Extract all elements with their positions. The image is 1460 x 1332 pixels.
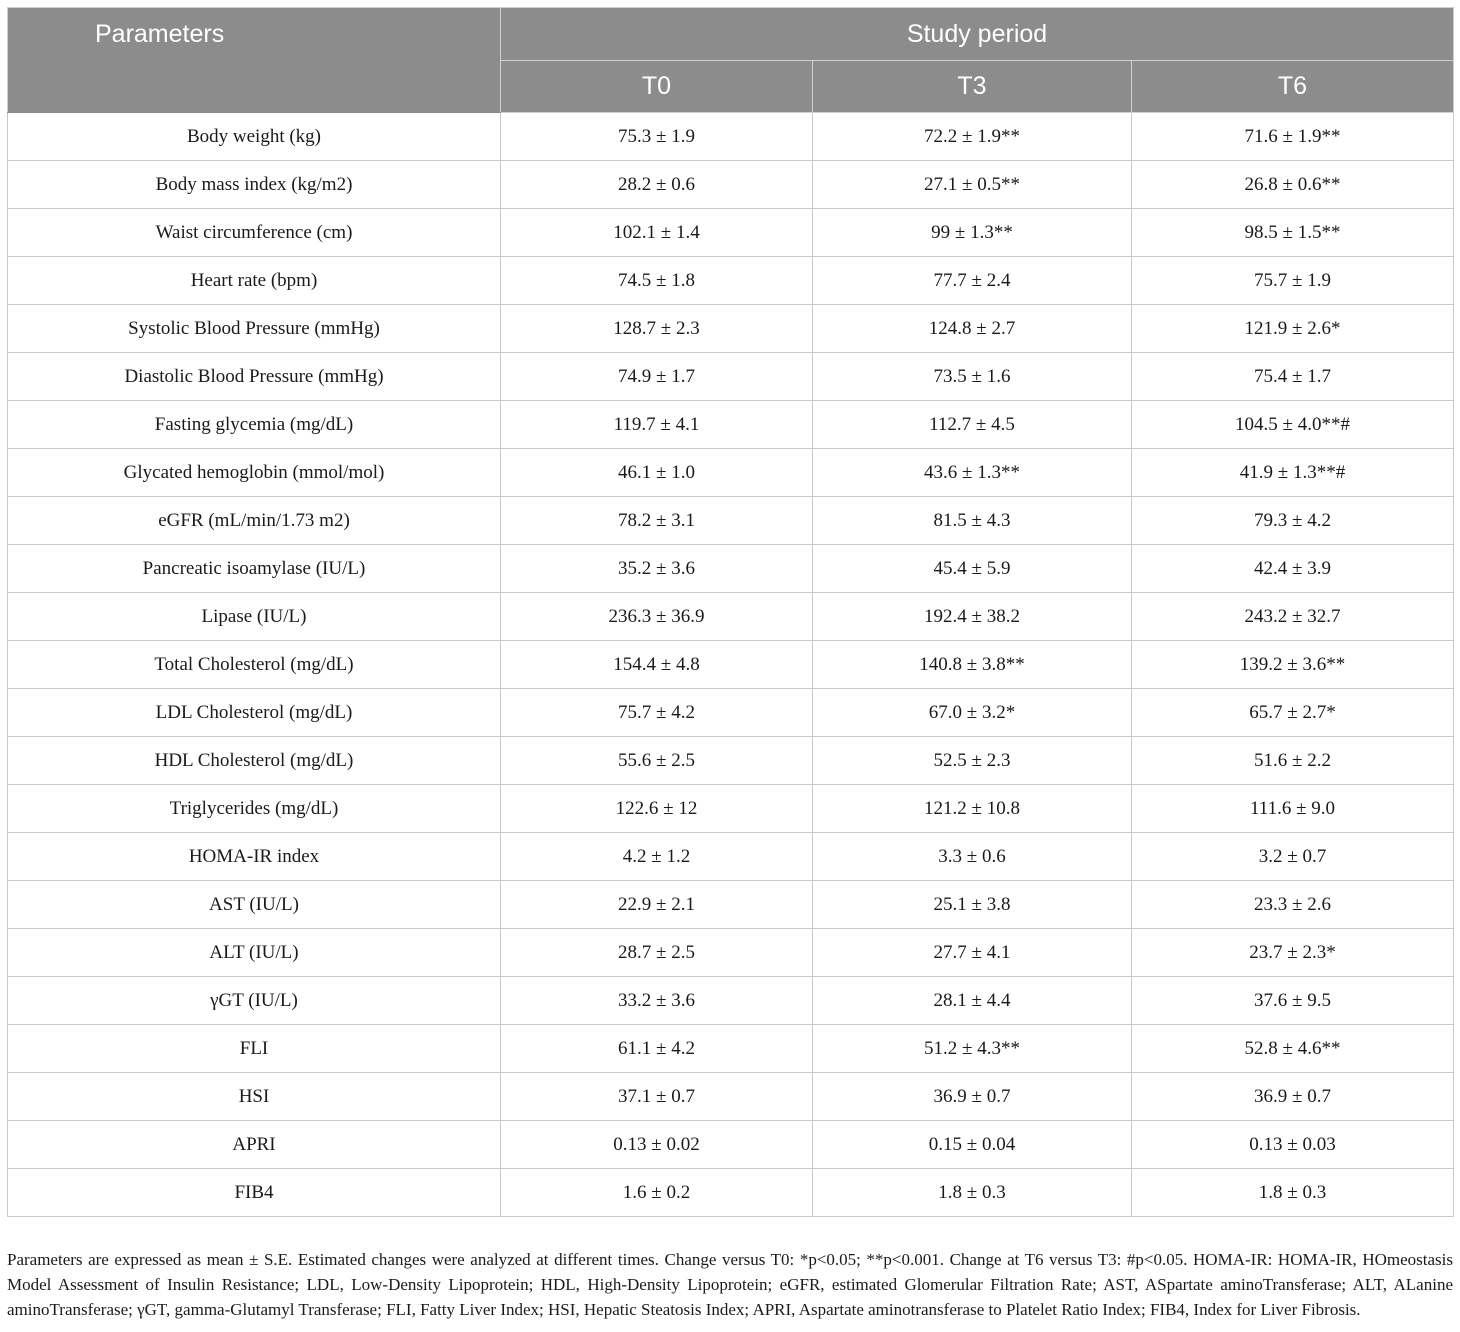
table-row: [8, 449, 1454, 497]
t0-cell: 46.1 ± 1.0: [501, 449, 813, 497]
table-row: [8, 833, 1454, 881]
t3-cell: 72.2 ± 1.9**: [813, 113, 1132, 161]
column-header-t0: T0: [501, 61, 813, 113]
column-header-t3: T3: [813, 61, 1132, 113]
t6-cell: 71.6 ± 1.9**: [1132, 113, 1454, 161]
t0-cell: 122.6 ± 12: [501, 785, 813, 833]
t3-cell: 36.9 ± 0.7: [813, 1073, 1132, 1121]
t3-cell: 77.7 ± 2.4: [813, 257, 1132, 305]
study-period-header: Study period: [501, 8, 1454, 61]
t6-cell: 98.5 ± 1.5**: [1132, 209, 1454, 257]
t0-cell: 28.7 ± 2.5: [501, 929, 813, 977]
t3-cell: 43.6 ± 1.3**: [813, 449, 1132, 497]
table-row: [8, 1073, 1454, 1121]
table-row: [8, 641, 1454, 689]
table-row: [8, 593, 1454, 641]
table-row: [8, 929, 1454, 977]
parameter-cell: APRI: [8, 1121, 501, 1169]
t0-cell: 102.1 ± 1.4: [501, 209, 813, 257]
t0-cell: 1.6 ± 0.2: [501, 1169, 813, 1217]
parameter-cell: Glycated hemoglobin (mmol/mol): [8, 449, 501, 497]
t0-cell: 119.7 ± 4.1: [501, 401, 813, 449]
t6-cell: 139.2 ± 3.6**: [1132, 641, 1454, 689]
t0-cell: 4.2 ± 1.2: [501, 833, 813, 881]
t6-cell: 26.8 ± 0.6**: [1132, 161, 1454, 209]
t0-cell: 78.2 ± 3.1: [501, 497, 813, 545]
t6-cell: 3.2 ± 0.7: [1132, 833, 1454, 881]
t0-cell: 154.4 ± 4.8: [501, 641, 813, 689]
t3-cell: 124.8 ± 2.7: [813, 305, 1132, 353]
t0-cell: 75.3 ± 1.9: [501, 113, 813, 161]
t6-cell: 0.13 ± 0.03: [1132, 1121, 1454, 1169]
t6-cell: 79.3 ± 4.2: [1132, 497, 1454, 545]
parameter-cell: γGT (IU/L): [8, 977, 501, 1025]
t6-cell: 111.6 ± 9.0: [1132, 785, 1454, 833]
column-header-t6: T6: [1132, 61, 1454, 113]
table-row: [8, 1169, 1454, 1217]
parameter-cell: Lipase (IU/L): [8, 593, 501, 641]
t3-cell: 99 ± 1.3**: [813, 209, 1132, 257]
study-table-container: [7, 7, 1453, 1217]
t6-cell: 36.9 ± 0.7: [1132, 1073, 1454, 1121]
t0-cell: 74.9 ± 1.7: [501, 353, 813, 401]
t0-cell: 22.9 ± 2.1: [501, 881, 813, 929]
parameter-cell: Heart rate (bpm): [8, 257, 501, 305]
t3-cell: 67.0 ± 3.2*: [813, 689, 1132, 737]
parameter-cell: Pancreatic isoamylase (IU/L): [8, 545, 501, 593]
t0-cell: 37.1 ± 0.7: [501, 1073, 813, 1121]
t0-cell: 33.2 ± 3.6: [501, 977, 813, 1025]
t3-cell: 27.7 ± 4.1: [813, 929, 1132, 977]
t0-cell: 74.5 ± 1.8: [501, 257, 813, 305]
t6-cell: 37.6 ± 9.5: [1132, 977, 1454, 1025]
t6-cell: 23.3 ± 2.6: [1132, 881, 1454, 929]
table-footnote: Parameters are expressed as mean ± S.E. Estimated changes were analyzed at different times. Change versus T0: *p<0.05; **p<0.001. Change at T6 versus T3: #p<0.05. HOMA-IR: HOMA-IR, HOmeostasis Model Assessment of Insulin Resistance; LDL, Low-Density Lipoprotein; HDL, High-Density Lipoprotein; eGFR, estimated Glomerular Filtration Rate; AST, ASpartate aminoTransferase; ALT, ALanine aminoTransferase; γGT, gamma-Glutamyl Transferase; FLI, Fatty Liver Index; HSI, Hepatic Steatosis Index; APRI, Aspartate aminotransferase to Platelet Ratio Index; FIB4, Index for Liver Fibrosis.: [7, 1250, 1453, 1319]
t3-cell: 45.4 ± 5.9: [813, 545, 1132, 593]
parameter-cell: ALT (IU/L): [8, 929, 501, 977]
table-row: [8, 353, 1454, 401]
t3-cell: 121.2 ± 10.8: [813, 785, 1132, 833]
table-row: [8, 689, 1454, 737]
t6-cell: 75.7 ± 1.9: [1132, 257, 1454, 305]
table-row: [8, 401, 1454, 449]
t6-cell: 75.4 ± 1.7: [1132, 353, 1454, 401]
t6-cell: 41.9 ± 1.3**#: [1132, 449, 1454, 497]
t3-cell: 112.7 ± 4.5: [813, 401, 1132, 449]
study-period-table: [7, 7, 1454, 1217]
t0-cell: 75.7 ± 4.2: [501, 689, 813, 737]
t3-cell: 192.4 ± 38.2: [813, 593, 1132, 641]
t0-cell: 61.1 ± 4.2: [501, 1025, 813, 1073]
table-row: [8, 497, 1454, 545]
t3-cell: 0.15 ± 0.04: [813, 1121, 1132, 1169]
t0-cell: 35.2 ± 3.6: [501, 545, 813, 593]
t3-cell: 1.8 ± 0.3: [813, 1169, 1132, 1217]
table-row: [8, 209, 1454, 257]
t6-cell: 104.5 ± 4.0**#: [1132, 401, 1454, 449]
parameters-header: Parameters: [8, 8, 501, 113]
table-row: [8, 1121, 1454, 1169]
parameter-cell: Body mass index (kg/m2): [8, 161, 501, 209]
parameter-cell: Waist circumference (cm): [8, 209, 501, 257]
t3-cell: 3.3 ± 0.6: [813, 833, 1132, 881]
t0-cell: 236.3 ± 36.9: [501, 593, 813, 641]
parameter-cell: AST (IU/L): [8, 881, 501, 929]
t3-cell: 27.1 ± 0.5**: [813, 161, 1132, 209]
table-row: [8, 545, 1454, 593]
parameter-cell: HOMA-IR index: [8, 833, 501, 881]
t3-cell: 73.5 ± 1.6: [813, 353, 1132, 401]
t6-cell: 243.2 ± 32.7: [1132, 593, 1454, 641]
t0-cell: 0.13 ± 0.02: [501, 1121, 813, 1169]
t0-cell: 28.2 ± 0.6: [501, 161, 813, 209]
t3-cell: 51.2 ± 4.3**: [813, 1025, 1132, 1073]
parameter-cell: LDL Cholesterol (mg/dL): [8, 689, 501, 737]
table-row: [8, 161, 1454, 209]
parameter-cell: eGFR (mL/min/1.73 m2): [8, 497, 501, 545]
t6-cell: 1.8 ± 0.3: [1132, 1169, 1454, 1217]
parameter-cell: Triglycerides (mg/dL): [8, 785, 501, 833]
table-row: [8, 305, 1454, 353]
parameter-cell: Diastolic Blood Pressure (mmHg): [8, 353, 501, 401]
t3-cell: 140.8 ± 3.8**: [813, 641, 1132, 689]
table-header: [8, 8, 1454, 113]
t0-cell: 128.7 ± 2.3: [501, 305, 813, 353]
parameter-cell: FIB4: [8, 1169, 501, 1217]
table-row: [8, 257, 1454, 305]
table-body: [8, 113, 1454, 1217]
parameter-cell: HSI: [8, 1073, 501, 1121]
parameter-cell: HDL Cholesterol (mg/dL): [8, 737, 501, 785]
table-row: [8, 1025, 1454, 1073]
table-row: [8, 113, 1454, 161]
table-row: [8, 737, 1454, 785]
parameter-cell: FLI: [8, 1025, 501, 1073]
table-row: [8, 881, 1454, 929]
table-row: [8, 785, 1454, 833]
t3-cell: 81.5 ± 4.3: [813, 497, 1132, 545]
t6-cell: 65.7 ± 2.7*: [1132, 689, 1454, 737]
t6-cell: 42.4 ± 3.9: [1132, 545, 1454, 593]
t3-cell: 52.5 ± 2.3: [813, 737, 1132, 785]
parameter-cell: Systolic Blood Pressure (mmHg): [8, 305, 501, 353]
t3-cell: 25.1 ± 3.8: [813, 881, 1132, 929]
t0-cell: 55.6 ± 2.5: [501, 737, 813, 785]
parameter-cell: Total Cholesterol (mg/dL): [8, 641, 501, 689]
table-row: [8, 977, 1454, 1025]
t6-cell: 23.7 ± 2.3*: [1132, 929, 1454, 977]
t3-cell: 28.1 ± 4.4: [813, 977, 1132, 1025]
t6-cell: 121.9 ± 2.6*: [1132, 305, 1454, 353]
t6-cell: 51.6 ± 2.2: [1132, 737, 1454, 785]
t6-cell: 52.8 ± 4.6**: [1132, 1025, 1454, 1073]
parameter-cell: Fasting glycemia (mg/dL): [8, 401, 501, 449]
parameter-cell: Body weight (kg): [8, 113, 501, 161]
